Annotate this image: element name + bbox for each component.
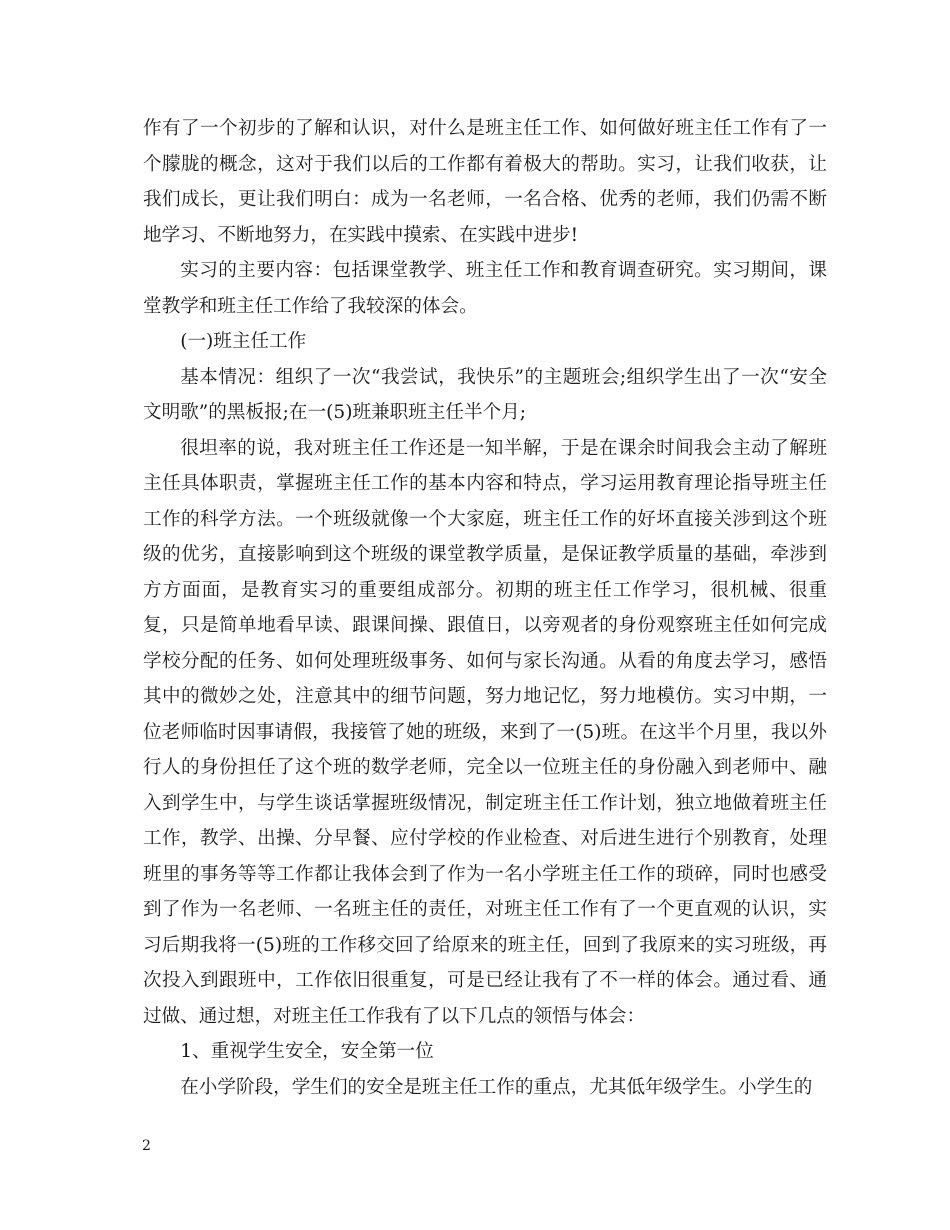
document-body [143, 111, 827, 1105]
paragraph-head-teacher-experience: 很坦率的说，我对班主任工作还是一知半解，于是在课余时间我会主动了解班主任具体职责，掌握班主任工作的基本内容和特点，学习运用教育理论指导班主任工作的科学方法。一个班级就像一个大家庭，班主任工作的好坏直接关涉到这个班级的优劣，直接影响到这个班级的课堂教学质量，是保证教学质量的基础，牵涉到方方面面，是教育实习的重要组成部分。初期的班主任工作学习，很机械、很重复，只是简单地看早读、跟课间操、跟值日，以旁观者的身份观察班主任如何完成学校分配的任务、如何处理班级事务、如何与家长沟通。从看的角度去学习，感悟其中的微妙之处，注意其中的细节问题，努力地记忆，努力地模仿。实习中期，一位老师临时因事请假，我接管了她的班级，来到了一(5)班。在这半个月里，我以外行人的身份担任了这个班的数学老师，完全以一位班主任的身份融入到老师中、融入到学生中，与学生谈话掌握班级情况，制定班主任工作计划，独立地做着班主任工作，教学、出操、分早餐、应付学校的作业检查、对后进生进行个别教育，处理班里的事务等等工作都让我体会到了作为一名小学班主任工作的琐碎，同时也感受到了作为一名老师、一名班主任的责任，对班主任工作有了一个更直观的认识，实习后期我将一(5)班的工作移交回了给原来的班主任，回到了我原来的实习班级，再次投入到跟班中，工作依旧很重复，可是已经让我有了不一样的体会。通过看、通过做、通过想，对班主任工作我有了以下几点的领悟与体会： [143, 437, 827, 1027]
paragraph-safety-intro: 在小学阶段，学生们的安全是班主任工作的重点，尤其低年级学生。小学生的 [180, 1076, 813, 1098]
paragraph-internship-reflection: 作有了一个初步的了解和认识，对什么是班主任工作、如何做好班主任工作有了一个朦胧的概念，这对于我们以后的工作都有着极大的帮助。实习，让我们收获，让我们成长，更让我们明白：成为一名老师，一名合格、优秀的老师，我们仍需不断地学习、不断地努力，在实践中摸索、在实践中进步! [143, 118, 827, 246]
subheading-student-safety: 1、重视学生安全，安全第一位 [180, 1041, 434, 1062]
paragraph-basic-situation: 基本情况：组织了一次“我尝试，我快乐”的主题班会;组织学生出了一次“安全文明歌”的黑板报;在一(5)班兼职班主任半个月; [143, 366, 827, 423]
paragraph-main-content: 实习的主要内容：包括课堂教学、班主任工作和教育调查研究。实习期间，课堂教学和班主任工作给了我较深的体会。 [143, 260, 827, 317]
section-heading-head-teacher-work: (一)班主任工作 [180, 331, 307, 352]
page-number: 2 [142, 1138, 151, 1154]
